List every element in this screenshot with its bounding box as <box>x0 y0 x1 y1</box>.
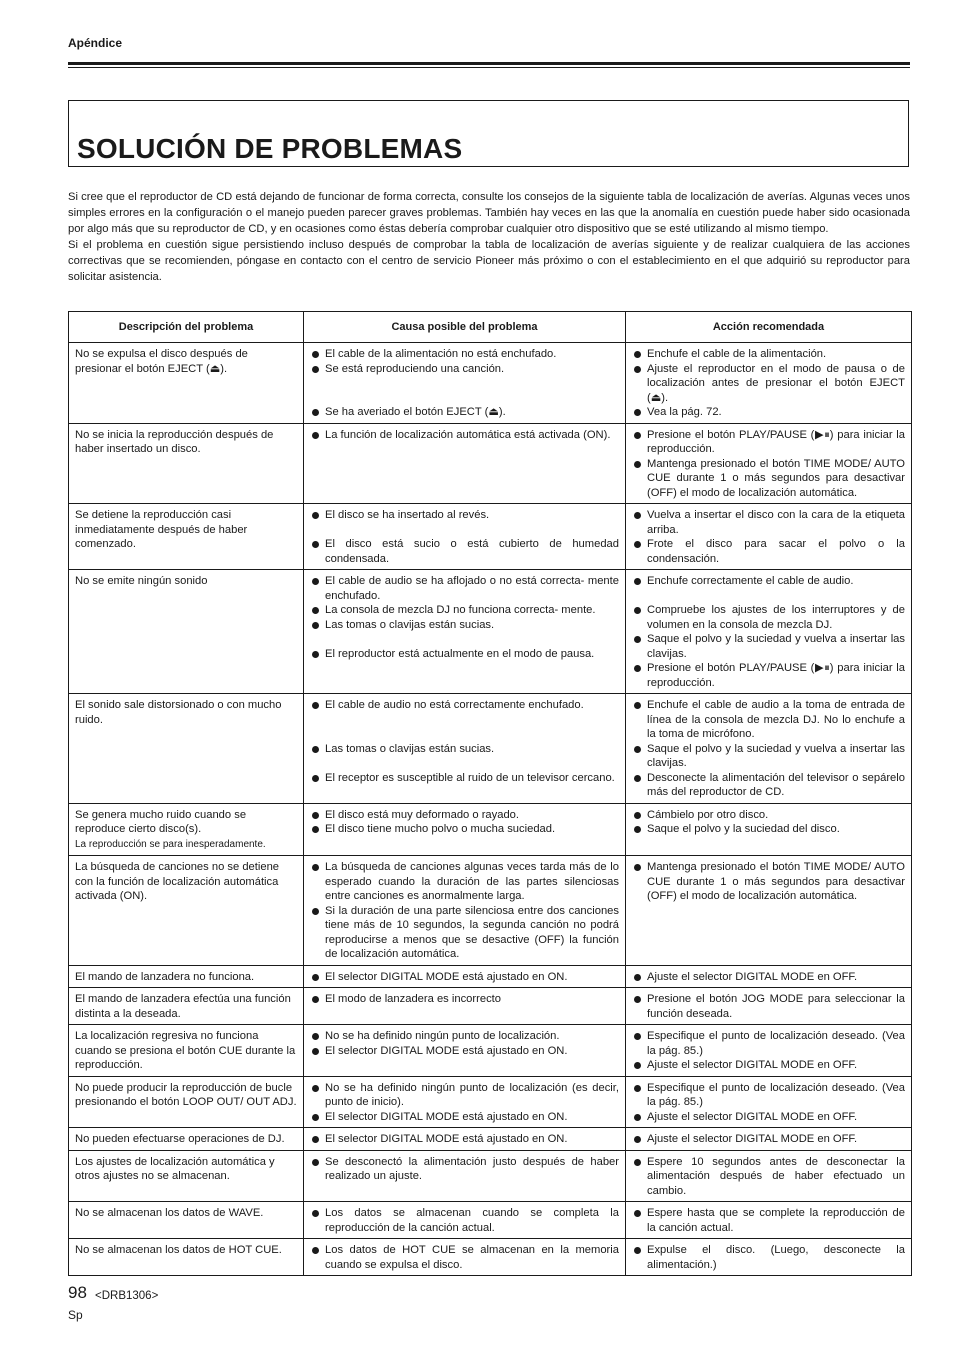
cause-item: El selector DIGITAL MODE está ajustado en ON. <box>310 970 619 985</box>
table-row <box>69 504 912 570</box>
table-row <box>69 1239 912 1276</box>
problem-description: No se expulsa el disco después de presionar el botón EJECT (⏏). <box>69 343 304 424</box>
problem-description: No se almacenan los datos de WAVE. <box>69 1202 304 1239</box>
action-cell <box>626 1025 912 1077</box>
table-row <box>69 1076 912 1128</box>
cause-item: Se ha averiado el botón EJECT (⏏). <box>310 405 619 420</box>
action-cell <box>626 343 912 424</box>
cause-cell <box>304 988 626 1025</box>
cause-item: El reproductor está actualmente en el modo de pausa. <box>310 647 619 662</box>
problem-description: No puede producir la reproducción de bucle presionando el botón LOOP OUT/ OUT ADJ. <box>69 1076 304 1128</box>
problem-description <box>69 803 304 856</box>
action-item: Compruebe los ajustes de los interruptores y de volumen en la consola de mezcla DJ. <box>632 603 905 632</box>
problem-description: No se inicia la reproducción después de haber insertado un disco. <box>69 423 304 504</box>
action-cell <box>626 694 912 804</box>
action-item: Enchufe correctamente el cable de audio. <box>632 574 905 589</box>
document-code: <DRB1306> <box>95 1290 159 1302</box>
action-item: Ajuste el selector DIGITAL MODE en OFF. <box>632 1132 905 1147</box>
table-row <box>69 1128 912 1151</box>
cause-item: Se desconectó la alimentación justo después de haber realizado un ajuste. <box>310 1155 619 1184</box>
action-item: Presione el botón PLAY/PAUSE (▶⏸) para iniciar la reproducción. <box>632 428 905 457</box>
problem-description-text: Se genera mucho ruido cuando se reproduce cierto disco(s). <box>75 808 247 835</box>
cause-item: Los datos se almacenan cuando se completa la reproducción de la canción actual. <box>310 1206 619 1235</box>
cause-item: El selector DIGITAL MODE está ajustado en ON. <box>310 1110 619 1125</box>
header-rule-thick <box>68 62 910 65</box>
cause-item: Los datos de HOT CUE se almacenan en la memoria cuando se expulsa el disco. <box>310 1243 619 1272</box>
cause-item: Las tomas o clavijas están sucias. <box>310 742 619 757</box>
action-item: Enchufe el cable de la alimentación. <box>632 347 905 362</box>
problem-description: Se detiene la reproducción casi inmediatamente después de haber comenzado. <box>69 504 304 570</box>
cause-item: El modo de lanzadera es incorrecto <box>310 992 619 1007</box>
action-item: Ajuste el selector DIGITAL MODE en OFF. <box>632 970 905 985</box>
problem-description: El sonido sale distorsionado o con mucho ruido. <box>69 694 304 804</box>
cause-cell <box>304 803 626 856</box>
page-number: 98 <box>68 1283 87 1302</box>
cause-item: La consola de mezcla DJ no funciona correcta- mente. <box>310 603 619 618</box>
action-cell <box>626 803 912 856</box>
action-item: Mantenga presionado el botón TIME MODE/ AUTO CUE durante 1 o más segundos para desactivar (OFF) el modo de localización automática. <box>632 860 905 904</box>
action-cell <box>626 1150 912 1202</box>
problem-description: La búsqueda de canciones no se detiene con la función de localización automática activada (ON). <box>69 856 304 966</box>
problem-description: Los ajustes de localización automática y otros ajustes no se almacenan. <box>69 1150 304 1202</box>
cause-cell <box>304 570 626 694</box>
action-cell <box>626 965 912 988</box>
action-cell <box>626 988 912 1025</box>
action-item: Vuelva a insertar el disco con la cara de la etiqueta arriba. <box>632 508 905 537</box>
cause-item: Se está reproduciendo una canción. <box>310 362 619 377</box>
table-row <box>69 423 912 504</box>
cause-item: La búsqueda de canciones algunas veces tarda más de lo esperado cuando la duración de las partes silenciosas entre canciones es anormalmente larga. <box>310 860 619 904</box>
action-cell <box>626 1128 912 1151</box>
action-item: Desconecte la alimentación del televisor o sepárelo más del reproductor de CD. <box>632 771 905 800</box>
cause-item: El disco se ha insertado al revés. <box>310 508 619 523</box>
problem-description: La localización regresiva no funciona cuando se presiona el botón CUE durante la reproducción. <box>69 1025 304 1077</box>
problem-description: El mando de lanzadera efectúa una función distinta a la deseada. <box>69 988 304 1025</box>
cause-cell <box>304 965 626 988</box>
table-row <box>69 1150 912 1202</box>
column-header-cause: Causa posible del problema <box>304 312 626 343</box>
language-code: Sp <box>68 1308 83 1322</box>
header-rule-thin <box>68 67 910 68</box>
column-header-action: Acción recomendada <box>626 312 912 343</box>
table-row <box>69 1202 912 1239</box>
cause-item: No se ha definido ningún punto de localización (es decir, punto de inicio). <box>310 1081 619 1110</box>
table-row <box>69 988 912 1025</box>
cause-item: No se ha definido ningún punto de localización. <box>310 1029 619 1044</box>
action-item: Saque el polvo y la suciedad y vuelva a insertar las clavijas. <box>632 742 905 771</box>
cause-item: El cable de la alimentación no está enchufado. <box>310 347 619 362</box>
cause-item: El cable de audio se ha aflojado o no está correcta- mente enchufado. <box>310 574 619 603</box>
cause-cell <box>304 856 626 966</box>
cause-cell <box>304 1025 626 1077</box>
table-row <box>69 570 912 694</box>
cause-item: El selector DIGITAL MODE está ajustado en ON. <box>310 1132 619 1147</box>
action-item: Especifique el punto de localización deseado. (Vea la pág. 85.) <box>632 1081 905 1110</box>
action-cell <box>626 1239 912 1276</box>
action-item: Vea la pág. 72. <box>632 405 905 420</box>
action-item: Saque el polvo y la suciedad del disco. <box>632 822 905 837</box>
problem-note: La reproducción se para inesperadamente. <box>75 838 266 850</box>
action-item: Frote el disco para sacar el polvo o la condensación. <box>632 537 905 566</box>
action-item: Presione el botón JOG MODE para seleccionar la función deseada. <box>632 992 905 1021</box>
action-item: Especifique el punto de localización deseado. (Vea la pág. 85.) <box>632 1029 905 1058</box>
table-row <box>69 694 912 804</box>
cause-cell <box>304 1150 626 1202</box>
cause-item: El cable de audio no está correctamente enchufado. <box>310 698 619 713</box>
table-row <box>69 856 912 966</box>
table-header-row <box>69 312 912 343</box>
action-cell <box>626 1076 912 1128</box>
action-item: Espere 10 segundos antes de desconectar la alimentación después de haber efectuado un cambio. <box>632 1155 905 1199</box>
problem-description: El mando de lanzadera no funciona. <box>69 965 304 988</box>
problem-description: No pueden efectuarse operaciones de DJ. <box>69 1128 304 1151</box>
action-cell <box>626 856 912 966</box>
cause-cell <box>304 423 626 504</box>
cause-item: El disco tiene mucho polvo o mucha suciedad. <box>310 822 619 837</box>
cause-item: Las tomas o clavijas están sucias. <box>310 618 619 633</box>
action-item: Cámbielo por otro disco. <box>632 808 905 823</box>
cause-item: El selector DIGITAL MODE está ajustado en ON. <box>310 1044 619 1059</box>
cause-cell <box>304 343 626 424</box>
cause-cell <box>304 1076 626 1128</box>
column-header-description: Descripción del problema <box>69 312 304 343</box>
cause-item: El disco está sucio o está cubierto de humedad condensada. <box>310 537 619 566</box>
intro-paragraph: Si cree que el reproductor de CD está dejando de funcionar de forma correcta, consulte los consejos de la siguiente tabla de localización de averías. Algunas veces unos simples errores en la configuración o el manejo pueden parecer graves problemas. También hay veces en las que la anomalía en cuestión puede haber sido ocasionada por algo más que su reproductor de CD, y en ocasiones como éstas debería comprobar cualquier otro dispositivo que se esté utilizando al mismo tiempo. <box>68 191 910 235</box>
cause-cell <box>304 1202 626 1239</box>
cause-cell <box>304 694 626 804</box>
action-cell <box>626 423 912 504</box>
page-title: SOLUCIÓN DE PROBLEMAS <box>77 133 463 164</box>
action-item: Saque el polvo y la suciedad y vuelva a insertar las clavijas. <box>632 632 905 661</box>
problem-description: No se emite ningún sonido <box>69 570 304 694</box>
title-box <box>68 100 909 167</box>
action-item: Presione el botón PLAY/PAUSE (▶⏸) para iniciar la reproducción. <box>632 661 905 690</box>
action-item: Ajuste el reproductor en el modo de pausa o de localización antes de presionar el botón EJECT (⏏). <box>632 362 905 406</box>
troubleshooting-table <box>68 311 912 1276</box>
action-cell <box>626 504 912 570</box>
cause-cell <box>304 1239 626 1276</box>
cause-item: Si la duración de una parte silenciosa entre dos canciones tiene más de 10 segundos, la segunda canción no podrá reproducirse a menos que se desactive (OFF) la función de localización automática. <box>310 904 619 962</box>
cause-cell <box>304 1128 626 1151</box>
action-item: Espere hasta que se complete la reproducción de la canción actual. <box>632 1206 905 1235</box>
cause-item: El receptor es susceptible al ruido de un televisor cercano. <box>310 771 619 786</box>
action-cell <box>626 1202 912 1239</box>
action-item: Ajuste el selector DIGITAL MODE en OFF. <box>632 1110 905 1125</box>
intro-paragraph: Si el problema en cuestión sigue persistiendo incluso después de comprobar la tabla de localización de averías siguiente y de realizar cualquiera de las acciones correctivas que se recomienden, póngase en contacto con el centro de servicio Pioneer más próximo o con el establecimiento en el que adquirió su reproductor para solicitar asistencia. <box>68 239 910 283</box>
action-item: Enchufe el cable de audio a la toma de entrada de línea de la consola de mezcla DJ. No lo enchufe a la toma de micrófono. <box>632 698 905 742</box>
action-item: Ajuste el selector DIGITAL MODE en OFF. <box>632 1058 905 1073</box>
intro-text <box>68 189 910 285</box>
cause-item: El disco está muy deformado o rayado. <box>310 808 619 823</box>
action-cell <box>626 570 912 694</box>
action-item: Expulse el disco. (Luego, desconecte la alimentación.) <box>632 1243 905 1272</box>
table-row <box>69 965 912 988</box>
table-row <box>69 343 912 424</box>
table-row <box>69 1025 912 1077</box>
cause-item: La función de localización automática está activada (ON). <box>310 428 619 443</box>
table-row <box>69 803 912 856</box>
section-label: Apéndice <box>68 36 123 50</box>
cause-cell <box>304 504 626 570</box>
problem-description: No se almacenan los datos de HOT CUE. <box>69 1239 304 1276</box>
action-item: Mantenga presionado el botón TIME MODE/ AUTO CUE durante 1 o más segundos para desactivar (OFF) el modo de localización automática. <box>632 457 905 501</box>
